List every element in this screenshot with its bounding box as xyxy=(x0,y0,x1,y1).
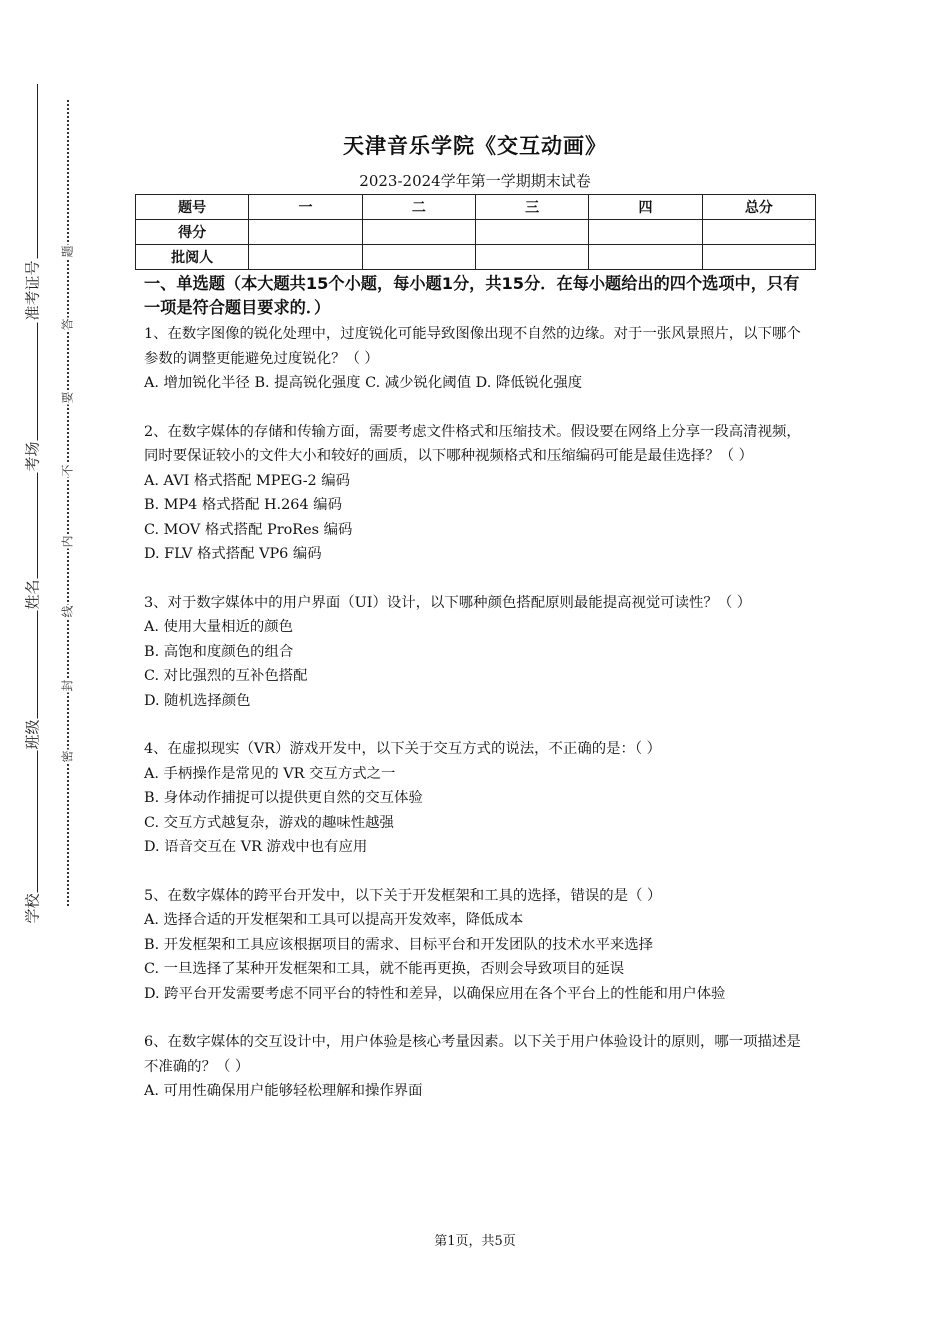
exam-content xyxy=(144,272,814,1104)
option-c: C. MOV 格式搭配 ProRes 编码 xyxy=(144,521,353,538)
option-c: C. 对比强烈的互补色搭配 xyxy=(144,668,308,684)
exam-subtitle: 2023-2024学年第一学期期末试卷 xyxy=(359,172,591,190)
question-text: 6、在数字媒体的交互设计中，用户体验是核心考量因素。以下关于用户体验设计的原则，哪一项描述是不准确的？（ ） xyxy=(144,1034,801,1075)
reviewer-cell[interactable] xyxy=(702,245,815,270)
score-cell[interactable] xyxy=(589,220,702,245)
header-cell: 总分 xyxy=(702,195,815,220)
score-table-header-row xyxy=(136,195,816,220)
header-cell: 三 xyxy=(475,195,588,220)
option-d: D. FLV 格式搭配 VP6 编码 xyxy=(144,546,322,562)
margin-label-exam-number: 准考证号 xyxy=(20,259,45,323)
option-c: C. 交互方式越复杂，游戏的趣味性越强 xyxy=(144,814,394,831)
header-cell: 四 xyxy=(589,195,702,220)
score-cell[interactable] xyxy=(249,220,362,245)
row-label: 批阅人 xyxy=(136,245,249,270)
option-a: A. AVI 格式搭配 MPEG-2 编码 xyxy=(144,472,351,489)
option-a: A. 可用性确保用户能够轻松理解和操作界面 xyxy=(144,1083,423,1099)
option-a: A. 手柄操作是常见的 VR 交互方式之一 xyxy=(144,765,396,782)
header-cell: 二 xyxy=(362,195,475,220)
option-a: A. 使用大量相近的颜色 xyxy=(144,619,294,635)
option-a: A. 选择合适的开发框架和工具可以提高开发效率，降低成本 xyxy=(144,912,524,928)
option-c: C. 一旦选择了某种开发框架和工具，就不能再更换，否则会导致项目的延误 xyxy=(144,961,625,977)
header-cell: 题号 xyxy=(136,195,249,220)
score-cell[interactable] xyxy=(362,220,475,245)
seal-char: 题 xyxy=(58,245,77,259)
option-d: D. 随机选择颜色 xyxy=(144,692,251,709)
margin-dotted-line xyxy=(67,100,69,906)
score-cell[interactable] xyxy=(475,220,588,245)
option-b: B. 开发框架和工具应该根据项目的需求、目标平台和开发团队的技术水平来选择 xyxy=(144,936,654,953)
margin-label-exam-room: 考场 xyxy=(20,441,45,473)
question-6 xyxy=(144,1030,814,1104)
margin-label-name: 姓名 xyxy=(20,579,45,611)
reviewer-cell[interactable] xyxy=(362,245,475,270)
question-text: 3、对于数字媒体中的用户界面（UI）设计，以下哪种颜色搭配原则最能提高视觉可读性？（ ） xyxy=(144,594,752,611)
option-b: B. 高饱和度颜色的组合 xyxy=(144,643,294,660)
section-heading: 一、单选题（本大题共15个小题，每小题1分，共15分．在每小题给出的四个选项中，只有一项是符合题目要求的．） xyxy=(144,274,800,317)
question-1 xyxy=(144,322,814,396)
question-5 xyxy=(144,884,814,1007)
score-table xyxy=(135,194,816,270)
exam-title: 天津音乐学院《交互动画》 xyxy=(343,134,607,158)
seal-char: 答 xyxy=(58,318,77,332)
seal-char: 密 xyxy=(58,750,77,764)
row-label: 得分 xyxy=(136,220,249,245)
question-3 xyxy=(144,591,814,714)
option-b: B. 身体动作捕捉可以提供更自然的交互体验 xyxy=(144,790,423,806)
question-text: 4、在虚拟现实（VR）游戏开发中，以下关于交互方式的说法，不正确的是：（ ） xyxy=(144,741,662,757)
margin-label-class: 班级 xyxy=(20,719,45,751)
seal-char: 不 xyxy=(58,464,77,478)
option-d: D. 跨平台开发需要考虑不同平台的特性和差异，以确保应用在各个平台上的性能和用户体验 xyxy=(144,985,726,1002)
seal-char: 线 xyxy=(58,605,77,619)
score-cell[interactable] xyxy=(702,220,815,245)
margin-solid-line xyxy=(37,84,38,920)
reviewer-cell[interactable] xyxy=(249,245,362,270)
option-b: B. MP4 格式搭配 H.264 编码 xyxy=(144,497,342,513)
option-d: D. 语音交互在 VR 游戏中也有应用 xyxy=(144,839,368,855)
header-cell: 一 xyxy=(249,195,362,220)
margin-label-school: 学校 xyxy=(20,893,45,925)
question-4 xyxy=(144,737,814,860)
seal-char: 要 xyxy=(58,391,77,405)
question-options: A. 增加锐化半径 B. 提高锐化强度 C. 减少锐化阈值 D. 降低锐化强度 xyxy=(144,375,583,391)
reviewer-cell[interactable] xyxy=(589,245,702,270)
seal-char: 内 xyxy=(58,535,77,549)
question-text: 5、在数字媒体的跨平台开发中，以下关于开发框架和工具的选择，错误的是（ ） xyxy=(144,887,662,904)
seal-char: 封 xyxy=(58,679,77,693)
question-2 xyxy=(144,420,814,567)
question-text: 2、在数字媒体的存储和传输方面，需要考虑文件格式和压缩技术。假设要在网络上分享一段高清视频，同时要保证较小的文件大小和较好的画质，以下哪种视频格式和压缩编码可能是最佳选择？（ ） xyxy=(144,423,801,464)
reviewer-row xyxy=(136,245,816,270)
page-footer: 第1页，共5页 xyxy=(434,1234,516,1249)
reviewer-cell[interactable] xyxy=(475,245,588,270)
score-row xyxy=(136,220,816,245)
question-text: 1、在数字图像的锐化处理中，过度锐化可能导致图像出现不自然的边缘。对于一张风景照片，以下哪个参数的调整更能避免过度锐化？（ ） xyxy=(144,326,801,367)
